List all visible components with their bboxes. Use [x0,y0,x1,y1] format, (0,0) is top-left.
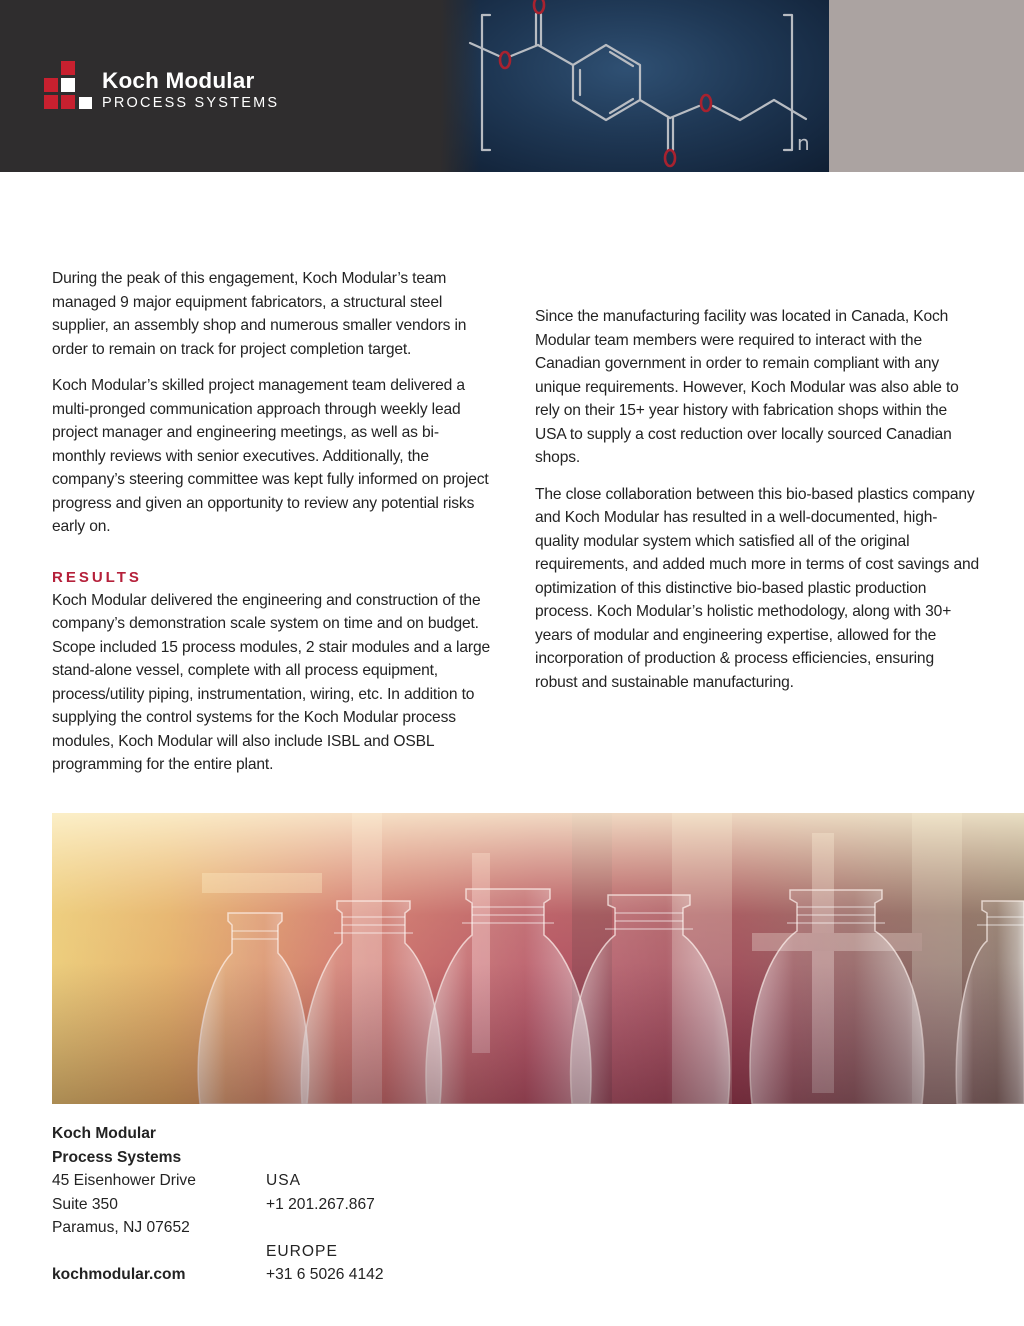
logo-subtitle: PROCESS SYSTEMS [102,95,280,111]
pet-bottles-image [52,813,1024,1104]
footer-europe-label: EUROPE [266,1242,338,1260]
page-header [0,0,1024,172]
paragraph-collaboration: The close collaboration between this bio-based plastics company and Koch Modular has resulted in a well-documented, high-quality modular system which satisfied all of the original requirements, and added much more in terms of cost savings and optimization of this distinctive bio-based plastic production process. Koch Modular’s holistic methodology, along with 30+ years of modular and engineering expertise, allowed for the incorporation of production & process efficiencies, ensuring robust and sustainable manufacturing. [535,485,980,691]
logo-squares-icon [44,61,96,111]
company-logo[interactable] [44,61,304,111]
footer-company-line2: Process Systems [52,1148,182,1166]
header-gray-panel [829,0,1024,172]
logo-title: Koch Modular [102,68,255,93]
footer-address-block [52,1122,262,1287]
footer-usa-phone[interactable]: +1 201.267.867 [266,1195,375,1213]
left-column [52,267,492,790]
oxygen-atom [701,95,711,111]
footer-website-link[interactable]: kochmodular.com [52,1266,186,1283]
right-column [535,305,980,707]
paragraph-canada: Since the manufacturing facility was located in Canada, Koch Modular team members were required to interact with the Canadian government in order to remain compliant with any unique requirements. However, Koch Modular was also able to rely on their 15+ year history with fabrication shops within the USA to supply a cost reduction over locally sourced Canadian shops. [535,308,959,466]
oxygen-atom [534,0,544,13]
pet-molecule-diagram [440,0,829,172]
footer-contact-block [266,1169,466,1287]
footer-company-line1: Koch Modular [52,1125,156,1142]
paragraph-engagement: During the peak of this engagement, Koch Modular’s team managed 9 major equipment fabricators, a structural steel supplier, an assembly shop and numerous smaller vendors in order to remain on track for project completion target. [52,270,467,358]
subscript-n: n [797,131,810,155]
oxygen-atom [665,150,675,166]
bottles-photo [52,813,1024,1104]
footer-europe-phone[interactable]: +31 6 5026 4142 [266,1266,384,1283]
results-paragraph: Koch Modular delivered the engineering and construction of the company’s demonstration scale system on time and on budget. Scope included 15 process modules, 2 stair modules and a large stand-alone vessel, complete with all process equipment, process/utility piping, instrumentation, wiring, etc. In addition to supplying the control systems for the Koch Modular process modules, Koch Modular will also include ISBL and OSBL programming for the entire plant. [52,591,490,773]
footer-address-line3: Paramus, NJ 07652 [52,1219,190,1236]
oxygen-atom [500,52,510,68]
footer-usa-label: USA [266,1172,302,1189]
footer-address-line1: 45 Eisenhower Drive [52,1172,196,1189]
footer-address-line2: Suite 350 [52,1195,118,1213]
results-heading: RESULTS [52,568,142,586]
paragraph-communication: Koch Modular’s skilled project management team delivered a multi-pronged communication approach through weekly lead project manager and engineering meetings, as well as bi-monthly reviews with senior executives. Additionally, the company’s steering committee was kept fully informed on project progress and given an opportunity to review any potential risks early on. [52,377,489,535]
